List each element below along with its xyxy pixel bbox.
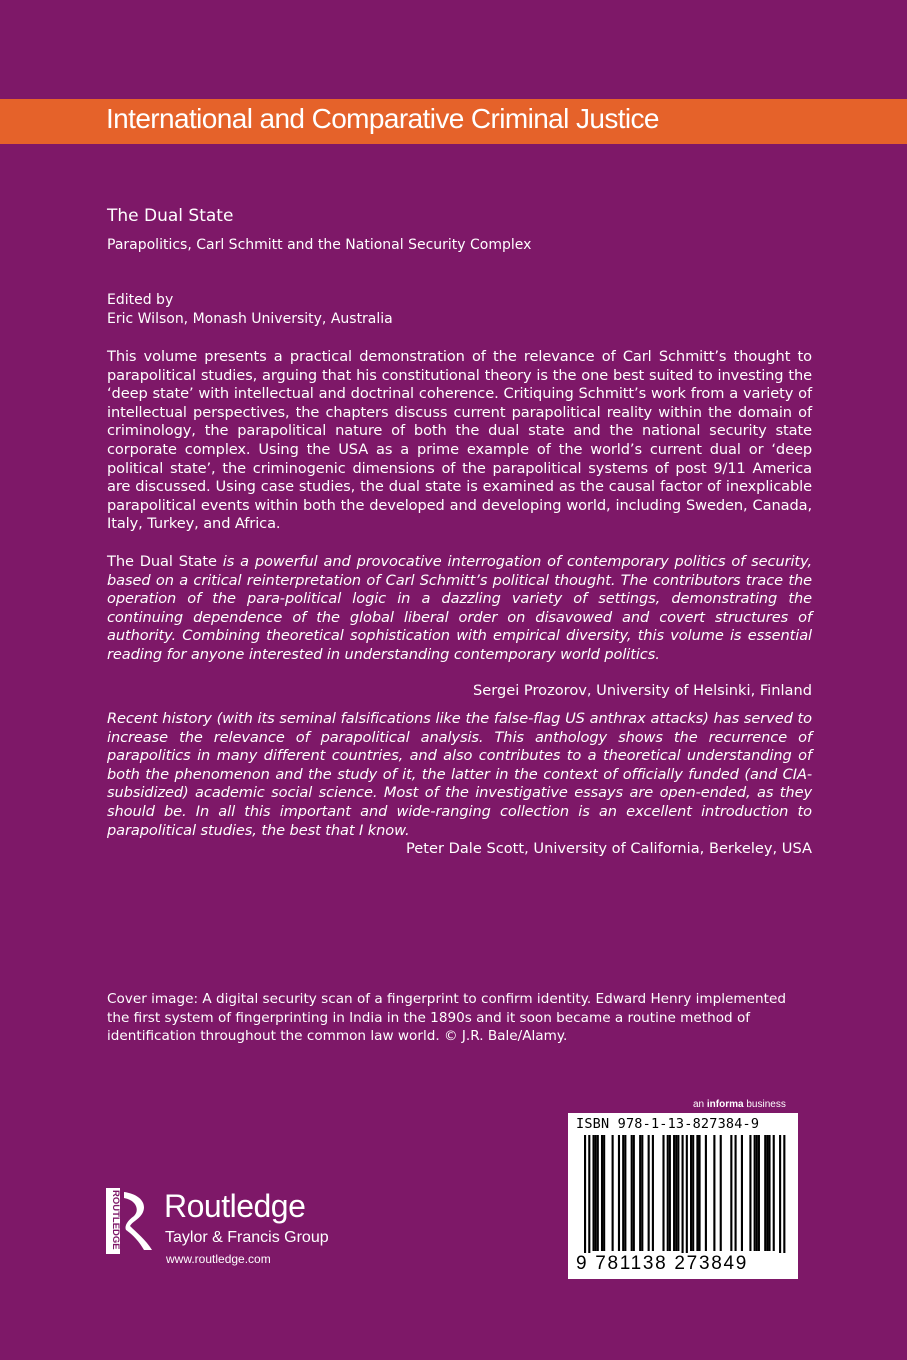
publisher-website: www.routledge.com xyxy=(166,1252,271,1266)
barcode-bar xyxy=(601,1135,603,1251)
edited-by-label: Edited by xyxy=(107,292,174,308)
book-description: This volume presents a practical demonstration of the relevance of Carl Schmitt’s thought to parapolitical studies, arguing that his constitutional theory is the one best suited to investing the ‘deep state’ with intellectual and doctrinal coherence. Critiquing Schmitt’s work from a variety of intellectual perspectives, the chapters discuss current parapolitical reality within the domain of criminology, the parapolitical nature of both the dual state and the national security state corporate complex. Using the USA as a prime example of the world’s current dual or ‘deep political state’, the criminogenic dimensions of the parapolitical systems of post 9/11 America are discussed. Using case studies, the dual state is examined as the causal factor of inexplicable parapolitical events within both the developed and developing world, including Sweden, Canada, Italy, Turkey, and Africa. xyxy=(107,348,812,533)
review-1 xyxy=(107,553,812,665)
barcode-bar xyxy=(779,1135,781,1253)
barcode-bar xyxy=(618,1135,620,1251)
editor-name: Eric Wilson, Monash University, Australia xyxy=(107,311,393,327)
barcode-bar xyxy=(673,1135,675,1251)
barcode-bar xyxy=(692,1135,694,1251)
series-band xyxy=(0,99,907,144)
barcode-bar xyxy=(730,1135,732,1251)
barcode-bar xyxy=(603,1135,605,1251)
publisher-name: Routledge xyxy=(164,1188,306,1224)
barcode-bar xyxy=(662,1135,664,1251)
barcode-bar xyxy=(631,1135,633,1251)
barcode-bar xyxy=(597,1135,599,1251)
barcode-bar xyxy=(595,1135,597,1251)
barcode-bar xyxy=(686,1135,688,1253)
barcode-bar xyxy=(758,1135,760,1251)
review-2: Recent history (with its seminal falsifications like the false-flag US anthrax attacks) has served to increase the relevance of parapolitical analysis. This anthology shows the recurrence of parapolitics in many different countries, and also contributes to a theoretical understanding of both the phenomenon and the study of it, the latter in the context of officially funded (and CIA-subsidized) academic social science. Most of the investigative essays are open-ended, as they should be. In all this important and wide-ranging collection is an excellent introduction to parapolitical studies, the best that I know. xyxy=(107,710,812,839)
barcode-bar xyxy=(648,1135,650,1251)
publisher-group: Taylor & Francis Group xyxy=(165,1229,329,1246)
barcode-bar xyxy=(584,1135,586,1253)
barcode-bar xyxy=(690,1135,692,1251)
barcode-bar xyxy=(698,1135,700,1251)
barcode-bar xyxy=(735,1135,737,1251)
review-2-attribution: Peter Dale Scott, University of California, Berkeley, USA xyxy=(406,840,812,857)
barcode-bar xyxy=(633,1135,635,1251)
ean-digits: 9 781138 273849 xyxy=(576,1253,749,1274)
barcode-bar xyxy=(612,1135,614,1251)
barcode-bar xyxy=(705,1135,707,1251)
barcode-bar xyxy=(756,1135,758,1251)
barcode-bar xyxy=(720,1135,722,1251)
barcode-bar xyxy=(675,1135,677,1251)
barcode-bar xyxy=(667,1135,669,1251)
barcode-bar xyxy=(754,1135,756,1251)
review-1-text: is a powerful and provocative interrogation of contemporary politics of security, based on a critical reinterpretation of Carl Schmitt’s political thought. The contributors trace the operation of the para-political logic in a dazzling variety of settings, demonstrating the continuing dependence of the global liberal order on disavowed and covert structures of authority. Combining theoretical sophistication with empirical diversity, this volume is essential reading for anyone interested in understanding contemporary world politics. xyxy=(107,553,812,663)
barcode-bar xyxy=(696,1135,698,1251)
barcode-bar xyxy=(764,1135,766,1251)
informa-brand: informa xyxy=(706,1099,744,1110)
barcode-bar xyxy=(768,1135,770,1251)
barcode-bar xyxy=(773,1135,775,1251)
barcode-bars xyxy=(568,1135,798,1253)
routledge-logo-icon xyxy=(106,1188,158,1254)
barcode-bar xyxy=(592,1135,594,1251)
barcode-bar xyxy=(713,1135,715,1251)
review-1-lead: The Dual State xyxy=(107,553,217,570)
barcode-bar xyxy=(766,1135,768,1251)
barcode-bar xyxy=(682,1135,684,1253)
barcode-bar xyxy=(622,1135,624,1251)
barcode-bar xyxy=(783,1135,785,1253)
cover-credit: Cover image: A digital security scan of a fingerprint to confirm identity. Edward Henry implemented the first system of fingerprinting in India in the 1890s and it soon became a routine method of identification throughout the common law world. © J.R. Bale/Alamy. xyxy=(107,991,786,1045)
informa-tagline: an informa business xyxy=(693,1099,786,1110)
barcode-bar xyxy=(641,1135,643,1251)
barcode-bar xyxy=(624,1135,626,1251)
isbn-label: ISBN 978-1-13-827384-9 xyxy=(576,1116,760,1132)
barcode-bar xyxy=(677,1135,679,1251)
barcode-bar xyxy=(652,1135,654,1251)
series-title: International and Comparative Criminal Justice xyxy=(106,103,659,134)
barcode-bar xyxy=(588,1135,590,1253)
book-subtitle: Parapolitics, Carl Schmitt and the National Security Complex xyxy=(107,237,532,253)
barcode-bar xyxy=(639,1135,641,1251)
barcode-bar xyxy=(741,1135,743,1251)
barcode-bar xyxy=(749,1135,751,1251)
logo-text: ROUTLEDGE xyxy=(110,1190,121,1250)
book-title: The Dual State xyxy=(107,206,234,226)
barcode-bar xyxy=(669,1135,671,1251)
isbn-barcode xyxy=(568,1113,798,1279)
review-1-attribution: Sergei Prozorov, University of Helsinki, Finland xyxy=(473,682,812,699)
